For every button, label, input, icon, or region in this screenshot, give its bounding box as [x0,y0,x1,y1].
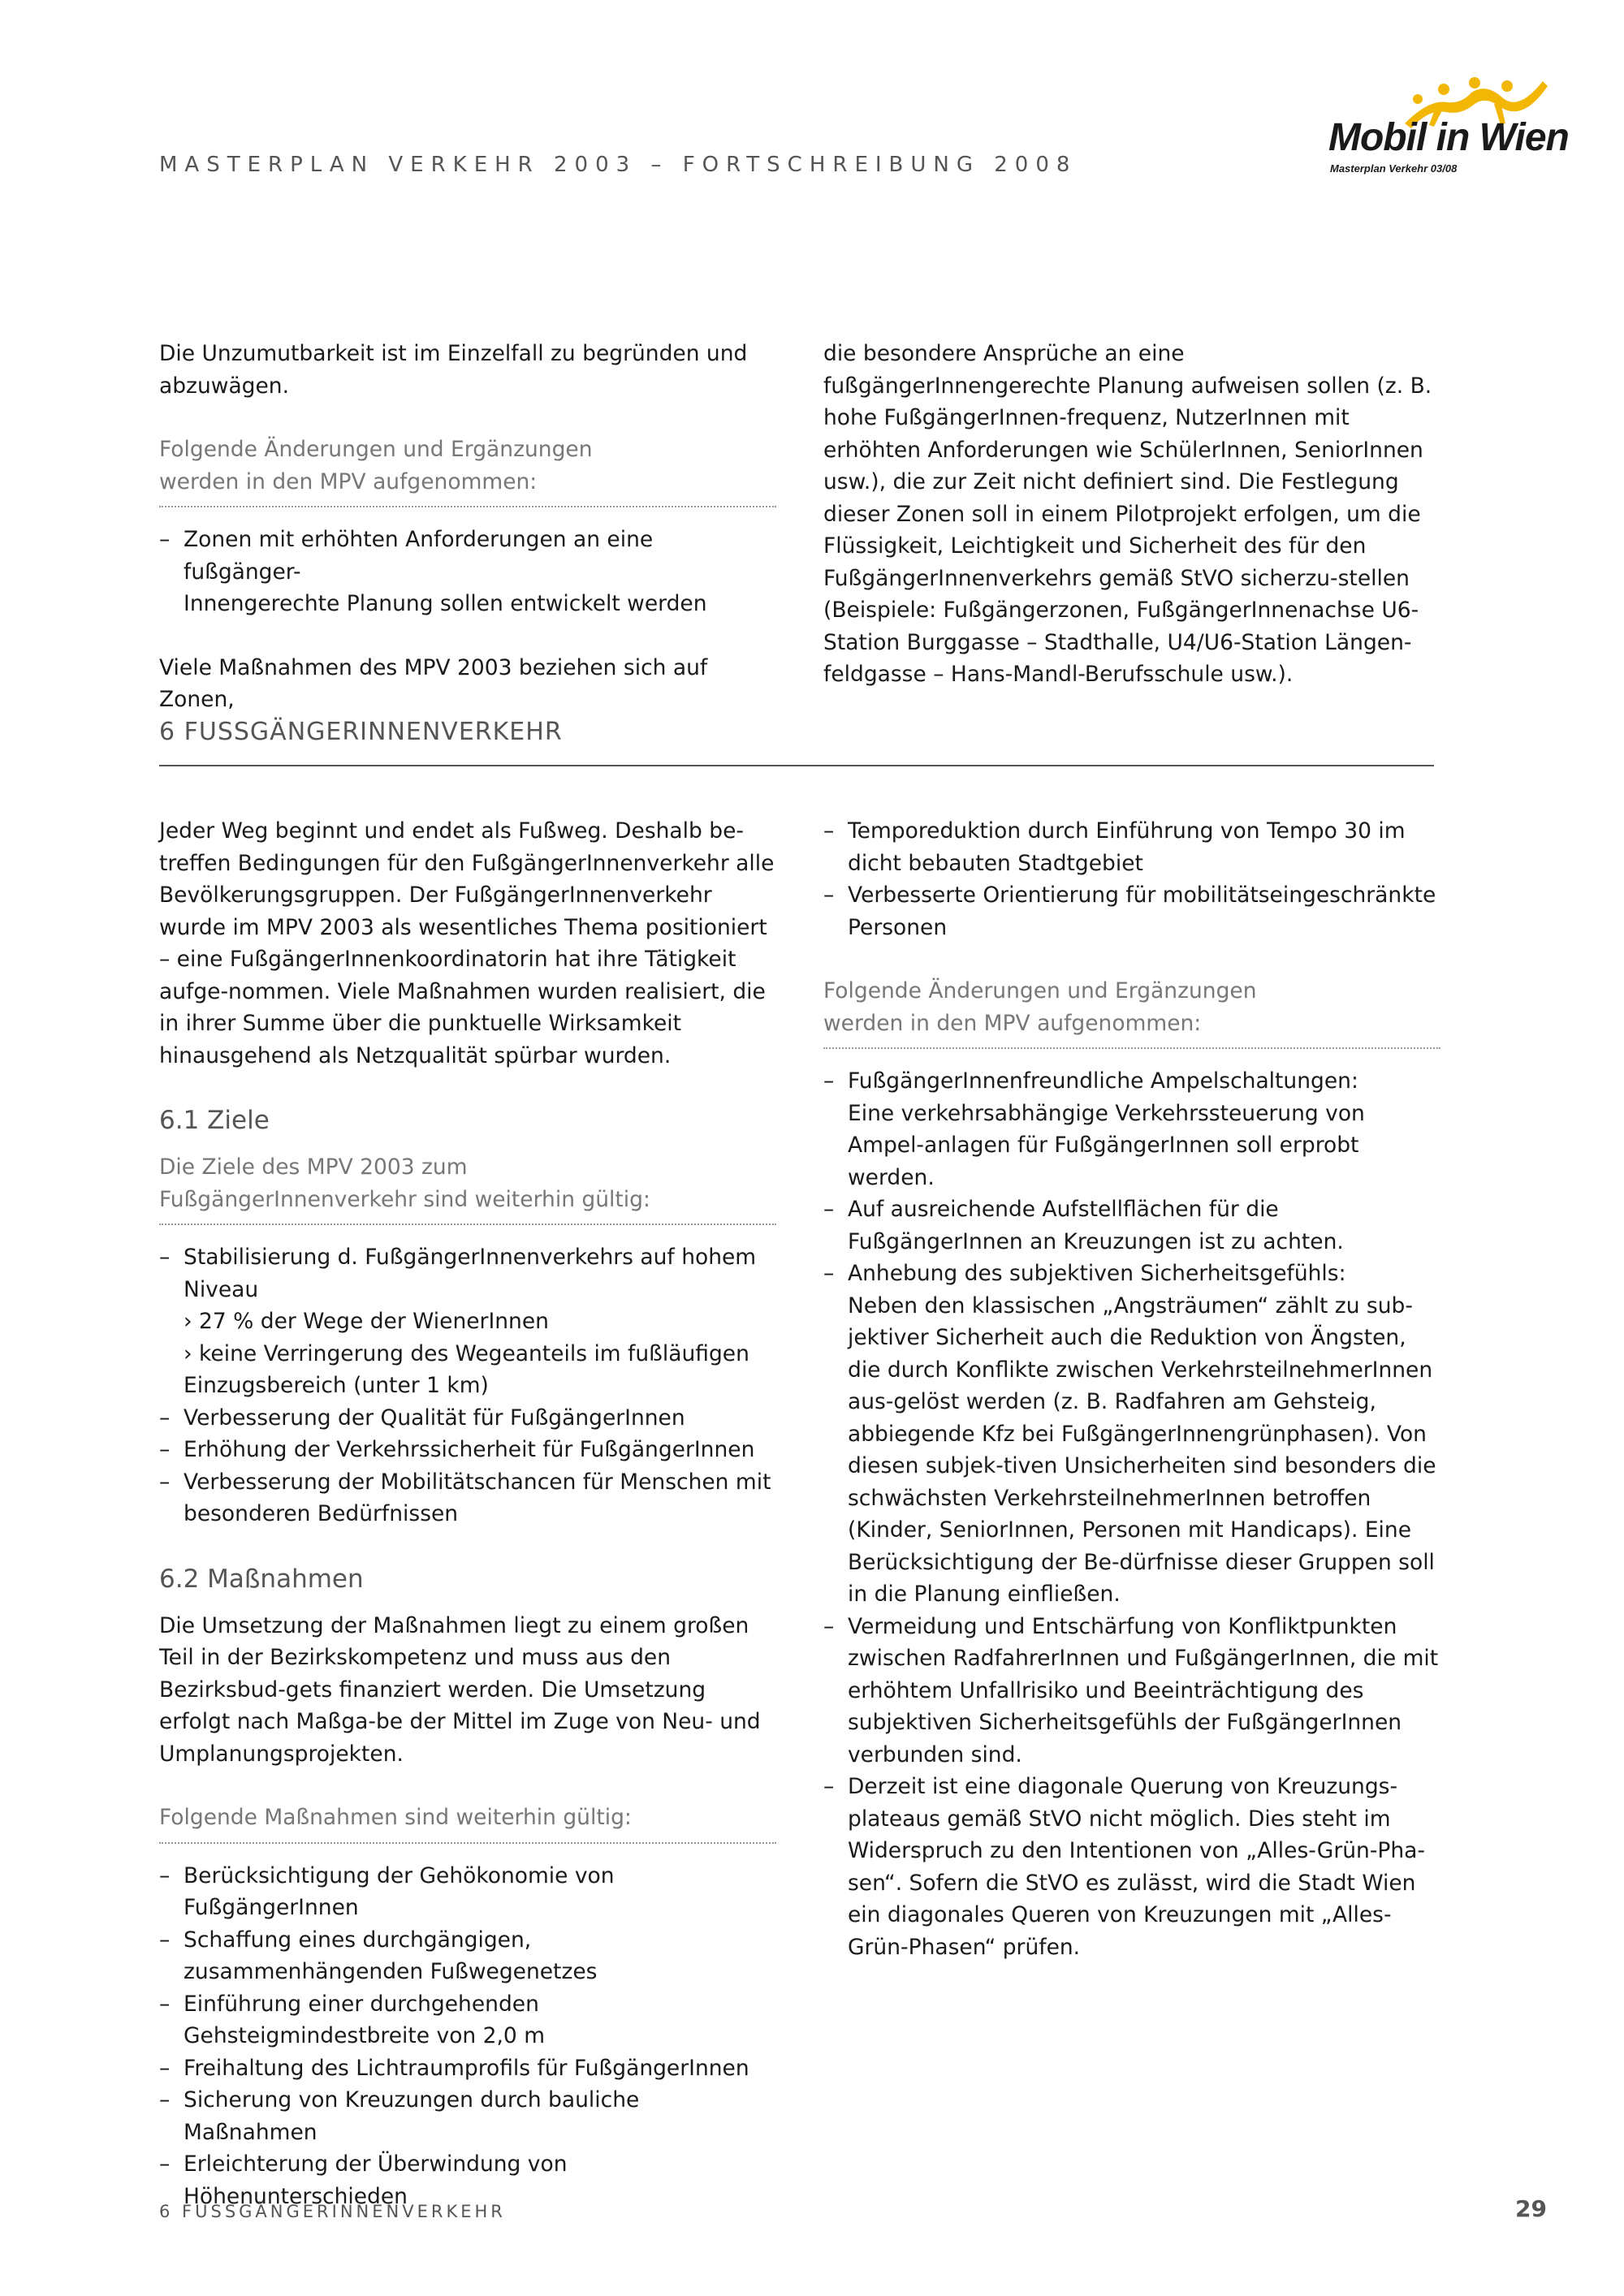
paragraph: Viele Maßnahmen des MPV 2003 beziehen sich auf Zonen, [159,654,708,712]
running-header-title: MASTERPLAN VERKEHR 2003 – FORTSCHREIBUNG 2008 [159,153,1078,177]
dotted-divider [159,1224,776,1225]
list-item: – Derzeit ist eine diagonale Querung von Kreuzungs-plateaus gemäß StVO nicht möglich. Dies steht im Widerspruch zu den Intentionen von „Alles-Grün-Pha-sen“. Sofern die StVO es zulässt, wird die Stadt Wien ein diagonales Queren von Kreuzungen mit „Alles-Grün-Phasen“ prüfen. [823,1771,1440,1963]
bullet-list [823,1065,1440,1963]
paragraph: die besondere Ansprüche an eine fußgängerInnengerechte Planung aufweisen sollen (z. B. hohe FußgängerInnen-frequenz, NutzerInnen mit erhöhten Anforderungen wie SchülerInnen, SeniorInnen usw.), die zur Zeit nicht definiert sind. Die Festlegung dieser Zonen soll in einem Pilotprojekt erfolgen, um die Flüssigkeit, Leichtigkeit und Sicherheit des für den FußgängerInnenverkehrs gemäß StVO sicherzu-stellen (Beispiele: Fußgängerzonen, FußgängerInnenachse U6-Station Burggasse – Stadthalle, U4/U6-Station Längen-feldgasse – Hans-Mandl-Berufsschule usw.). [823,341,1432,687]
list-item: – Anhebung des subjektiven Sicherheitsgefühls: Neben den klassischen „Angsträumen“ zählt zu sub-jektiver Sicherheit auch die Reduktion von Ängsten, die durch Konflikte zwischen VerkehrsteilnehmerInnen aus-gelöst werden (z. B. Radfahren am Gehsteig, abbiegende Kfz bei FußgängerInnengrünphasen). Von diesen subjek-tiven Unsicherheiten sind besonders die schwächsten VerkehrsteilnehmerInnen betroffen (Kinder, SeniorInnen, Personen mit Handicaps). Eine Berücksichtigung der Be-dürfnisse dieser Gruppen soll in die Planung einfließen. [823,1258,1440,1611]
paragraph: Die Unzumutbarkeit ist im Einzelfall zu begründen und abzuwägen. [159,341,748,399]
top-right-column [823,338,1440,691]
dotted-divider [159,1842,776,1844]
list-item: – Erhöhung der Verkehrssicherheit für FußgängerInnen [159,1434,776,1466]
list-item: – Berücksichtigung der Gehökonomie von FußgängerInnen [159,1860,776,1924]
list-item: – Auf ausreichende Aufstellflächen für die FußgängerInnen an Kreuzungen ist zu achten. [823,1193,1440,1258]
list-item: – Verbesserung der Mobilitätschancen für Menschen mit besonderen Bedürfnissen [159,1466,776,1530]
subheading-massnahmen: 6.2 Maßnahmen [159,1564,364,1594]
dotted-divider [159,506,776,507]
list-item: – FußgängerInnenfreundliche Ampelschaltungen: Eine verkehrsabhängige Verkehrssteuerung von Ampel-anlagen für FußgängerInnen soll erprobt werden. [823,1065,1440,1193]
subheading-ziele: 6.1 Ziele [159,1106,270,1135]
intro-line: werden in den MPV aufgenommen: [823,1010,1202,1036]
intro-line: FußgängerInnenverkehr sind weiterhin gültig: [159,1186,650,1212]
intro-line: Folgende Änderungen und Ergänzungen [823,978,1257,1003]
bullet-list [159,1241,776,1530]
section-divider [159,765,1434,766]
intro-line: Folgende Änderungen und Ergänzungen [159,437,593,462]
list-item: – Einführung einer durchgehenden Gehsteigmindestbreite von 2,0 m [159,1988,776,2052]
footer-section-label: 6 FUSSGÄNGERINNENVERKEHR [159,2202,506,2221]
left-column [159,815,776,2212]
bullet-list [823,815,1440,943]
list-item: – Schaffung eines durchgängigen, zusammenhängenden Fußwegenetzes [159,1924,776,1988]
dotted-divider [823,1047,1440,1049]
intro-line: Die Ziele des MPV 2003 zum [159,1154,468,1180]
intro-line: Folgende Maßnahmen sind weiterhin gültig: [159,1805,632,1830]
page-number: 29 [1515,2195,1547,2222]
list-item: – Stabilisierung d. FußgängerInnenverkehrs auf hohem Niveau › 27 % der Wege der WienerInnen › keine Verringerung des Wegeanteils im fußläufigen Einzugsbereich (unter 1 km) [159,1241,776,1402]
list-item: – Verbesserung der Qualität für FußgängerInnen [159,1402,776,1435]
list-item: – Sicherung von Kreuzungen durch bauliche Maßnahmen [159,2084,776,2148]
paragraph: Die Umsetzung der Maßnahmen liegt zu einem großen Teil in der Bezirkskompetenz und muss aus den Bezirksbud-gets finanziert werden. Die Umsetzung erfolgt nach Maßga-be der Mittel im Zuge von Neu- und Umplanungsprojekten. [159,1612,761,1767]
top-left-column [159,338,776,716]
mobil-in-wien-logo [1324,75,1569,180]
list-item: – Erleichterung der Überwindung von Höhenunterschieden [159,2148,776,2212]
list-item: – Zonen mit erhöhten Anforderungen an eine fußgänger- Innengerechte Planung sollen entwickelt werden [159,524,776,620]
bullet-list [159,524,776,620]
section-heading: 6 FUSSGÄNGERINNENVERKEHR [159,718,563,746]
list-item: – Vermeidung und Entschärfung von Konfliktpunkten zwischen RadfahrerInnen und FußgängerInnen, die mit erhöhtem Unfallrisiko und Beeinträchtigung des subjektiven Sicherheitsgefühls der FußgängerInnen verbunden sind. [823,1611,1440,1772]
bullet-list [159,1860,776,2213]
intro-line: werden in den MPV aufgenommen: [159,468,538,494]
list-item: – Temporeduktion durch Einführung von Tempo 30 im dicht bebauten Stadtgebiet [823,815,1440,879]
list-item: – Freihaltung des Lichtraumprofils für FußgängerInnen [159,2052,776,2085]
logo-subtitle: Masterplan Verkehr 03/08 [1330,162,1458,175]
list-item: – Verbesserte Orientierung für mobilitätseingeschränkte Personen [823,879,1440,943]
logo-wordmark: Mobil in Wien [1328,116,1569,159]
paragraph: Jeder Weg beginnt und endet als Fußweg. Deshalb be-treffen Bedingungen für den FußgängerInnenverkehr alle Bevölkerungsgruppen. Der FußgängerInnenverkehr wurde im MPV 2003 als wesentliches Thema positioniert – eine FußgängerInnenkoordinatorin hat ihre Tätigkeit aufge-nommen. Viele Maßnahmen wurden realisiert, die in ihrer Summe über die punktuelle Wirksamkeit hinausgehend als Netzqualität spürbar wurden. [159,818,775,1068]
right-column [823,815,1440,1963]
